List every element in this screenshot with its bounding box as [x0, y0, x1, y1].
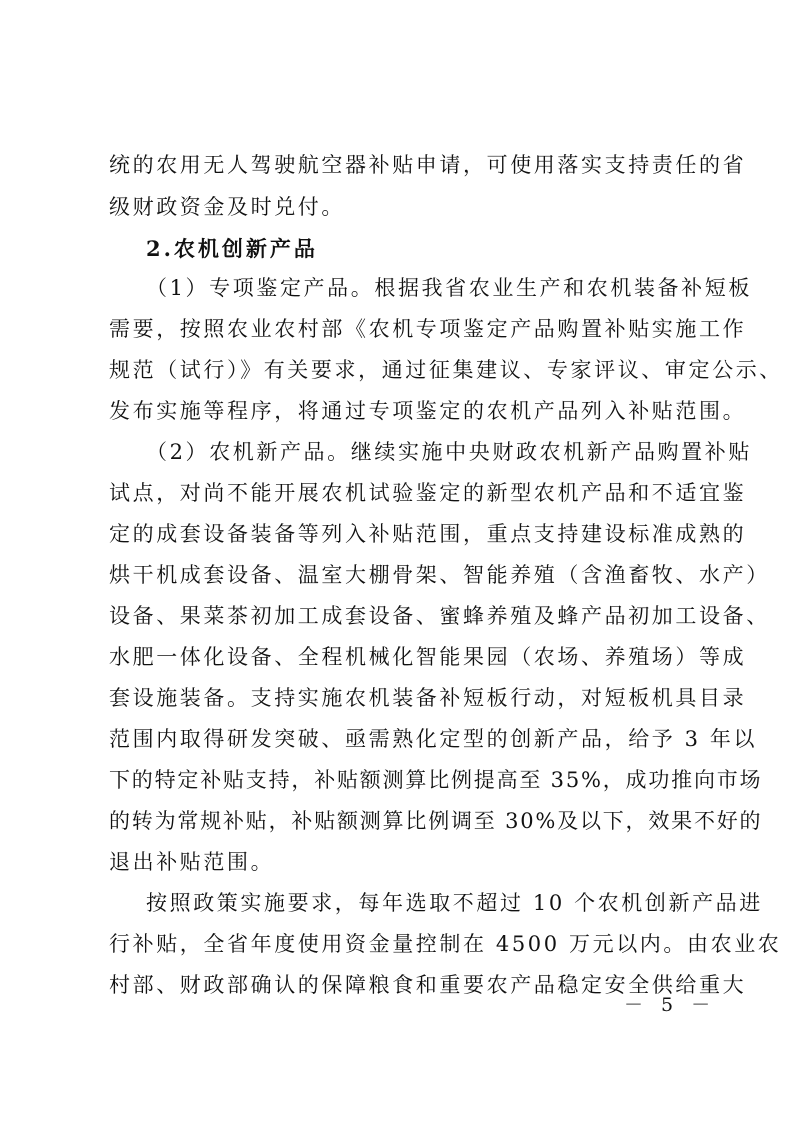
text-line: 试点，对尚不能开展农机试验鉴定的新型农机产品和不适宜鉴: [109, 481, 747, 505]
text-line: 范围内取得研发突破、亟需熟化定型的创新产品，给予 3 年以: [109, 727, 758, 751]
page-number: － 5 －: [624, 994, 717, 1016]
text-line: 退出补贴范围。: [109, 850, 275, 874]
text-line: 下的特定补贴支持，补贴额测算比例提高至 35%，成功推向市场: [109, 768, 763, 792]
section-heading: 2.农机创新产品: [146, 236, 318, 261]
text-line: 按照政策实施要求，每年选取不超过 10 个农机创新产品进: [146, 891, 763, 915]
text-line: 发布实施等程序，将通过专项鉴定的农机产品列入补贴范围。: [109, 399, 747, 423]
text-line: 定的成套设备装备等列入补贴范围，重点支持建设标准成熟的: [109, 522, 747, 546]
text-line: 套设施装备。支持实施农机装备补短板行动，对短板机具目录: [109, 686, 747, 710]
text-line: 需要，按照农业农村部《农机专项鉴定产品购置补贴实施工作: [109, 317, 747, 341]
text-line: 行补贴，全省年度使用资金量控制在 4500 万元以内。由农业农: [109, 932, 782, 956]
text-line: （2）农机新产品。继续实施中央财政农机新产品购置补贴: [146, 440, 752, 464]
text-line: 烘干机成套设备、温室大棚骨架、智能养殖（含渔畜牧、水产）: [109, 563, 770, 587]
text-line: 规范（试行）》有关要求，通过征集建议、专家评议、审定公示、: [109, 358, 783, 382]
text-line: 水肥一体化设备、全程机械化智能果园（农场、养殖场）等成: [109, 645, 747, 669]
text-line: 级财政资金及时兑付。: [109, 195, 345, 219]
text-line: （1）专项鉴定产品。根据我省农业生产和农机装备补短板: [146, 276, 752, 300]
text-line: 的转为常规补贴，补贴额测算比例调至 30%及以下，效果不好的: [109, 809, 763, 833]
text-line: 村部、财政部确认的保障粮食和重要农产品稳定安全供给重大: [109, 973, 747, 997]
text-line: 统的农用无人驾驶航空器补贴申请，可使用落实支持责任的省: [109, 153, 747, 177]
text-line: 设备、果菜茶初加工成套设备、蜜蜂养殖及蜂产品初加工设备、: [109, 604, 770, 628]
